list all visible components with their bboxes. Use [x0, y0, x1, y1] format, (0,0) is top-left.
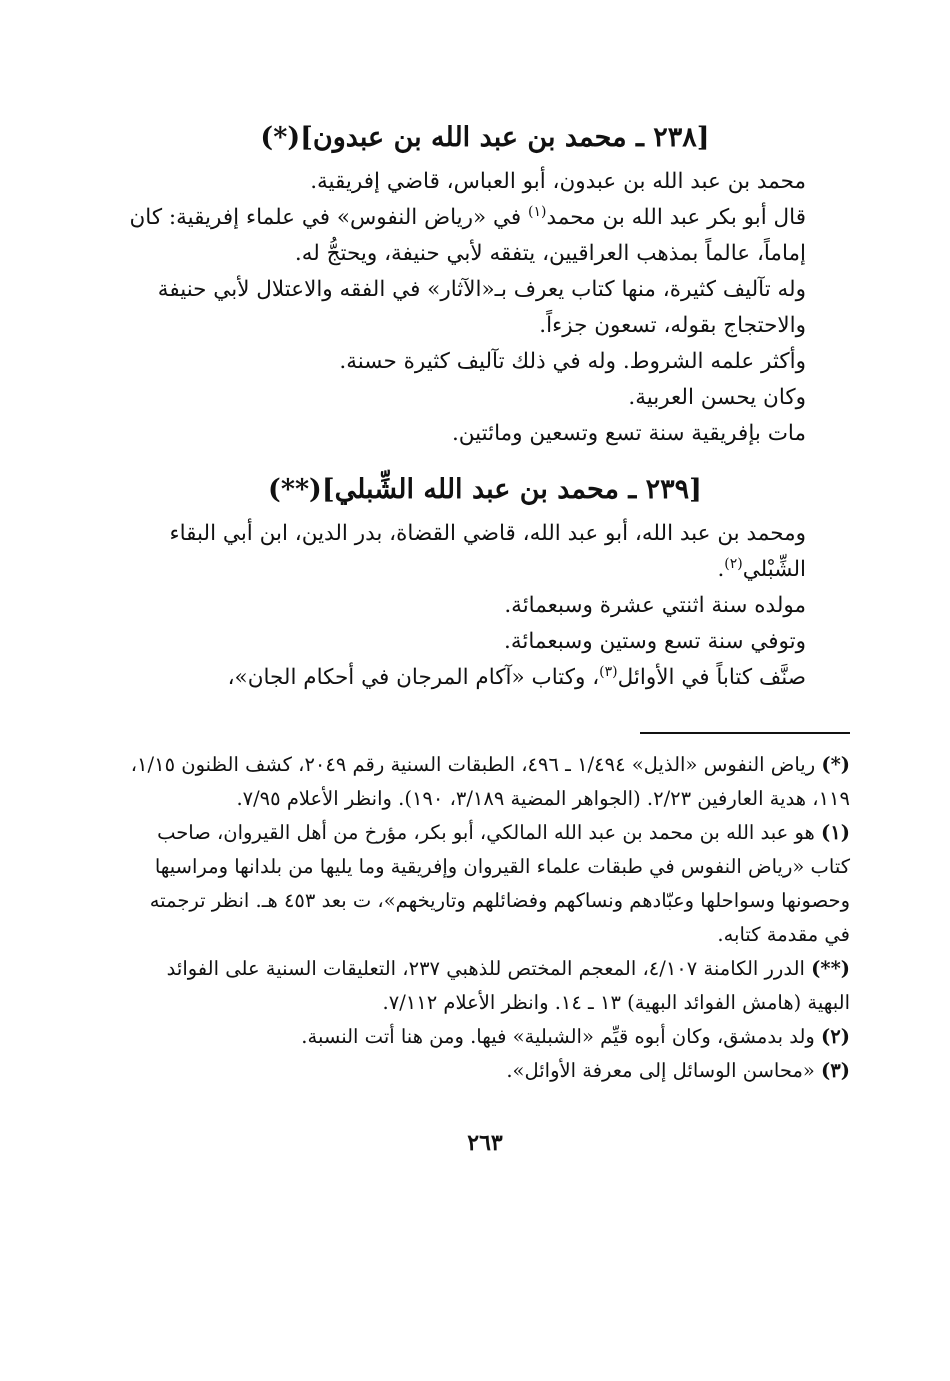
- footnotes: [120, 748, 850, 1088]
- entry-238-line-2-text: قال أبو بكر عبد الله بن محمد: [546, 205, 806, 230]
- entry-239-line-1-text: ومحمد بن عبد الله، أبو عبد الله، قاضي القضاة، بدر الدين، ابن أبي البقاء الشِّبْلي: [169, 521, 806, 582]
- footnote-3: [120, 1054, 850, 1088]
- entry-239-line-2: مولده سنة اثنتي عشرة وسبعمائة.: [504, 593, 806, 618]
- entry-238-line-3: وله تآليف كثيرة، منها كتاب يعرف بـ«الآثار» في الفقه والاعتلال لأبي حنيفة والاحتجاج بقوله، تسعون جزءاً.: [157, 277, 806, 338]
- book-page: [120, 118, 850, 1158]
- footnote-mark: (*): [821, 753, 850, 776]
- entry-238-heading: [٢٣٨ ـ محمد بن عبد الله بن عبدون](*): [260, 122, 710, 153]
- footnote-text: هو عبد الله بن محمد بن عبد الله المالكي، أبو بكر، مؤرخ من أهل القيروان، صاحب كتاب «رياض النفوس في طبقات علماء القيروان وإفريقية وما يليها من بلدانها ومراسيها وحصونها وسواحلها وعبّادهم ونساكهم وفضائلهم وتاريخهم»، ت بعد ٤٥٣ هـ. انظر ترجمته في مقدمة كتابه.: [149, 821, 850, 946]
- footnote-text: «محاسن الوسائل إلى معرفة الأوائل».: [506, 1059, 815, 1082]
- footnote-mark: (١): [821, 821, 850, 844]
- footnote-text: ولد بدمشق، وكان أبوه قيِّم «الشبلية» فيها. ومن هنا أتت النسبة.: [301, 1025, 815, 1048]
- entry-239-line-4-rest: ، وكتاب «آكام المرجان في أحكام الجان»،: [227, 665, 600, 690]
- footnote-mark: (٣): [821, 1059, 850, 1082]
- footnote-text: رياض النفوس «الذيل» ١/٤٩٤ ـ ٤٩٦، الطبقات السنية رقم ٢٠٤٩، كشف الظنون ١/١٥، ١١٩، هدية العارفين ٢/٢٣. (الجواهر المضية ٣/١٨٩، ١٩٠). وانظر الأعلام ٧/٩٥.: [130, 753, 850, 810]
- footnote-star: [120, 748, 850, 816]
- entry-239-heading: [٢٣٩ ـ محمد بن عبد الله الشِّبلي](**): [268, 474, 702, 505]
- footnote-2: [120, 1020, 850, 1054]
- footnote-divider: [640, 732, 850, 734]
- footnote-double-star: [120, 952, 850, 1020]
- entry-238-line-6: مات بإفريقية سنة تسع وتسعين ومائتين.: [451, 421, 806, 446]
- entry-238-line-2-rest: في «رياض النفوس» في علماء إفريقية: كان إماماً، عالماً بمذهب العراقيين، يتفقه لأبي حنيفة، ويحتجُّ له.: [129, 205, 806, 266]
- footnote-text: الدرر الكامنة ٤/١٠٧، المعجم المختص للذهبي ٢٣٧، التعليقات السنية على الفوائد البهية (هامش الفوائد البهية) ١٣ ـ ١٤. وانظر الأعلام ٧/١١٢.: [166, 957, 850, 1014]
- footnote-ref-2: (٢): [724, 555, 743, 572]
- entry-239-line-3: وتوفي سنة تسع وستين وسبعمائة.: [504, 629, 806, 654]
- entry-239-line-4-text: صنَّف كتاباً في الأوائل: [617, 665, 806, 690]
- footnote-mark: (٢): [821, 1025, 850, 1048]
- entry-239-line-1-end: .: [717, 557, 725, 582]
- entry-238-line-1: محمد بن عبد الله بن عبدون، أبو العباس، قاضي إفريقية.: [310, 169, 806, 194]
- entry-238-line-2: [120, 200, 850, 272]
- entry-238-line-5: وكان يحسن العربية.: [628, 385, 806, 410]
- page-number: ٢٦٣: [467, 1130, 503, 1156]
- entry-239-line-1: [120, 516, 850, 588]
- footnote-ref-1: (١): [528, 203, 547, 220]
- entry-239-line-4: [120, 660, 850, 696]
- entry-238-line-4: وأكثر علمه الشروط. وله في ذلك تآليف كثيرة حسنة.: [339, 349, 806, 374]
- footnote-mark: (**): [811, 957, 850, 980]
- footnote-1: [120, 816, 850, 952]
- footnote-ref-3: (٣): [599, 663, 618, 680]
